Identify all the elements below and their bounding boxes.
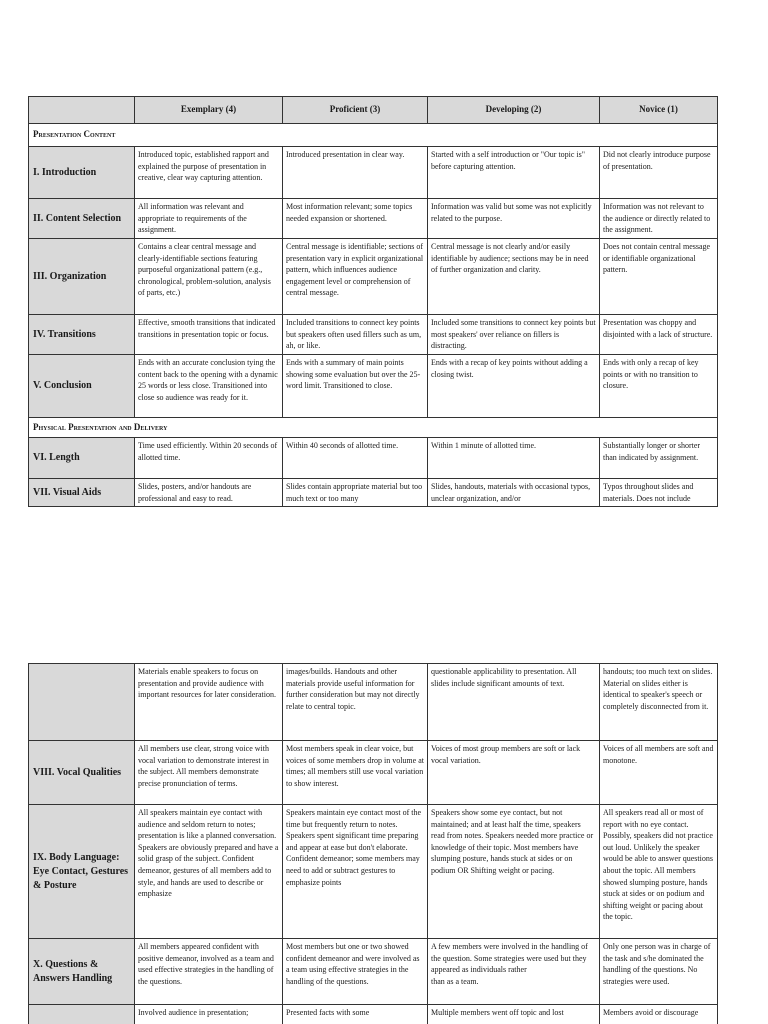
cell-proficient: Speakers maintain eye contact most of the time but frequently return to notes. Speakers spent significant time preparing and appear at ease but don't elaborate. Confident demeanor; some members may need to add or subtract gestures to emphasize points: [283, 805, 428, 939]
cell-novice: Presentation was choppy and disjointed with a lack of structure.: [600, 315, 718, 355]
continuation-page: [0, 663, 768, 1024]
cell-exemplary: All information was relevant and appropriate to requirements of the assignment.: [135, 199, 283, 239]
cell-proficient: Presented facts with some: [283, 1005, 428, 1024]
cell-exemplary: Time used efficiently. Within 20 seconds of allotted time.: [135, 438, 283, 479]
cell-proficient: Introduced presentation in clear way.: [283, 147, 428, 199]
header-novice: Novice (1): [600, 97, 718, 124]
cell-proficient: Most information relevant; some topics needed expansion or shortened.: [283, 199, 428, 239]
header-blank: [29, 97, 135, 124]
table-row: [29, 479, 718, 507]
cell-exemplary: Materials enable speakers to focus on presentation and provide audience with important resources for later consideration.: [135, 664, 283, 741]
table-row: [29, 741, 718, 805]
cell-novice: Members avoid or discourage: [600, 1005, 718, 1024]
header-row: [29, 97, 718, 124]
criterion-label: IX. Body Language: Eye Contact, Gestures & Posture: [29, 805, 135, 939]
table-row: [29, 239, 718, 315]
table-row: [29, 147, 718, 199]
cell-developing: Within 1 minute of allotted time.: [428, 438, 600, 479]
cell-exemplary: Contains a clear central message and clearly-identifiable sections featuring purposeful organizational pattern (e.g., chronological, problem-solution, analysis of parts, etc.): [135, 239, 283, 315]
cell-novice: Voices of all members are soft and monotone.: [600, 741, 718, 805]
cell-novice: Substantially longer or shorter than indicated by assignment.: [600, 438, 718, 479]
criterion-label: III. Organization: [29, 239, 135, 315]
cell-proficient: Most members speak in clear voice, but voices of some members drop in volume at times; all members still use vocal variation to show interest.: [283, 741, 428, 805]
cell-developing: Speakers show some eye contact, but not maintained; and at least half the time, speakers read from notes. Speakers needed more practice or knowledge of their topic. Most members have slumping posture, hands stuck at sides or on podium OR Shifting weight or pacing.: [428, 805, 600, 939]
section-presentation-content: Presentation Content: [29, 124, 718, 147]
table-row: [29, 939, 718, 1005]
cell-exemplary: Introduced topic, established rapport and explained the purpose of presentation in creative, clear way capturing attention.: [135, 147, 283, 199]
cell-exemplary: Involved audience in presentation;: [135, 1005, 283, 1024]
header-exemplary: Exemplary (4): [135, 97, 283, 124]
cell-proficient: Slides contain appropriate material but too much text or too many: [283, 479, 428, 507]
cell-developing: questionable applicability to presentation. All slides include significant amounts of text.: [428, 664, 600, 741]
cell-proficient: Included transitions to connect key points but speakers often used fillers such as um, ah, or like.: [283, 315, 428, 355]
criterion-label-next: [29, 1005, 135, 1024]
rubric-table-top: [28, 96, 718, 507]
criterion-label-continued: [29, 664, 135, 741]
cell-novice: Does not contain central message or identifiable organizational pattern.: [600, 239, 718, 315]
cell-developing: Information was valid but some was not explicitly related to the purpose.: [428, 199, 600, 239]
cell-exemplary: All members appeared confident with positive demeanor, involved as a team and used effective strategies in the handling of the questions.: [135, 939, 283, 1005]
criterion-label: IV. Transitions: [29, 315, 135, 355]
cell-novice: Only one person was in charge of the task and s/he dominated the handling of the questions. No strategies were used.: [600, 939, 718, 1005]
table-row: [29, 1005, 718, 1024]
table-row: [29, 199, 718, 239]
cell-exemplary: All speakers maintain eye contact with audience and seldom return to notes; presentation is like a planned conversation. Speakers are obviously prepared and have a solid grasp of the subject. Confident demeanor, gestures of all members add to style, and hands are used to describe or emphasize: [135, 805, 283, 939]
cell-developing: Voices of most group members are soft or lack vocal variation.: [428, 741, 600, 805]
section-row: [29, 124, 718, 147]
cell-developing: Slides, handouts, materials with occasional typos, unclear organization, and/or: [428, 479, 600, 507]
cell-exemplary: Ends with an accurate conclusion tying the content back to the opening with a dynamic 25 words or less close. Transitioned into close so audience was ready for it.: [135, 355, 283, 418]
criterion-label: VIII. Vocal Qualities: [29, 741, 135, 805]
cell-exemplary: Slides, posters, and/or handouts are professional and easy to read.: [135, 479, 283, 507]
table-row: [29, 315, 718, 355]
criterion-label: II. Content Selection: [29, 199, 135, 239]
cell-novice: Information was not relevant to the audience or directly related to the assignment.: [600, 199, 718, 239]
cell-proficient: Within 40 seconds of allotted time.: [283, 438, 428, 479]
cell-novice: All speakers read all or most of report with no eye contact. Possibly, speakers did not practice out loud. Unlikely the speaker would be able to answer questions about the topic. All members showed slumping posture, hands stuck at sides or on podium and shifting weight or pacing about the topic.: [600, 805, 718, 939]
cell-developing: A few members were involved in the handling of the question. Some strategies were used but they appeared as individuals rather than as a team.: [428, 939, 600, 1005]
criterion-label: V. Conclusion: [29, 355, 135, 418]
cell-exemplary: Effective, smooth transitions that indicated transitions in presentation topic or focus.: [135, 315, 283, 355]
section-row: [29, 418, 718, 438]
cell-developing: Ends with a recap of key points without adding a closing twist.: [428, 355, 600, 418]
header-proficient: Proficient (3): [283, 97, 428, 124]
header-developing: Developing (2): [428, 97, 600, 124]
table-row: [29, 355, 718, 418]
cell-novice: Did not clearly introduce purpose of presentation.: [600, 147, 718, 199]
cell-novice: handouts; too much text on slides. Material on slides either is identical to speaker's speech or completely disconnected from it.: [600, 664, 718, 741]
cell-novice: Ends with only a recap of key points or with no transition to closure.: [600, 355, 718, 418]
cell-developing: Multiple members went off topic and lost: [428, 1005, 600, 1024]
criterion-label: VII. Visual Aids: [29, 479, 135, 507]
criterion-label: I. Introduction: [29, 147, 135, 199]
cell-developing: Started with a self introduction or "Our topic is" before capturing attention.: [428, 147, 600, 199]
rubric-table-bottom: [28, 663, 718, 1024]
table-row: [29, 438, 718, 479]
cell-proficient: Central message is identifiable; sections of presentation vary in explicit organizational pattern, which influences audience engagement level or comprehension of central message.: [283, 239, 428, 315]
cell-developing: Included some transitions to connect key points but most speakers' over reliance on fillers is distracting.: [428, 315, 600, 355]
cell-proficient: Ends with a summary of main points showing some evaluation but over the 25-word limit. Transitioned to close.: [283, 355, 428, 418]
cell-novice: Typos throughout slides and materials. Does not include: [600, 479, 718, 507]
cell-exemplary: All members use clear, strong voice with vocal variation to demonstrate interest in the subject. All members demonstrate precise pronunciation of terms.: [135, 741, 283, 805]
cell-proficient: Most members but one or two showed confident demeanor and were involved as a team using effective strategies in the handling of the questions.: [283, 939, 428, 1005]
criterion-label: VI. Length: [29, 438, 135, 479]
cell-developing: Central message is not clearly and/or easily identifiable by audience; sections may be in need of further organization and clarity.: [428, 239, 600, 315]
table-row: [29, 805, 718, 939]
cell-proficient: images/builds. Handouts and other materials provide useful information for further consideration but may not directly relate to central topic.: [283, 664, 428, 741]
section-physical-presentation: Physical Presentation and Delivery: [29, 418, 718, 438]
table-row: [29, 664, 718, 741]
criterion-label: X. Questions & Answers Handling: [29, 939, 135, 1005]
